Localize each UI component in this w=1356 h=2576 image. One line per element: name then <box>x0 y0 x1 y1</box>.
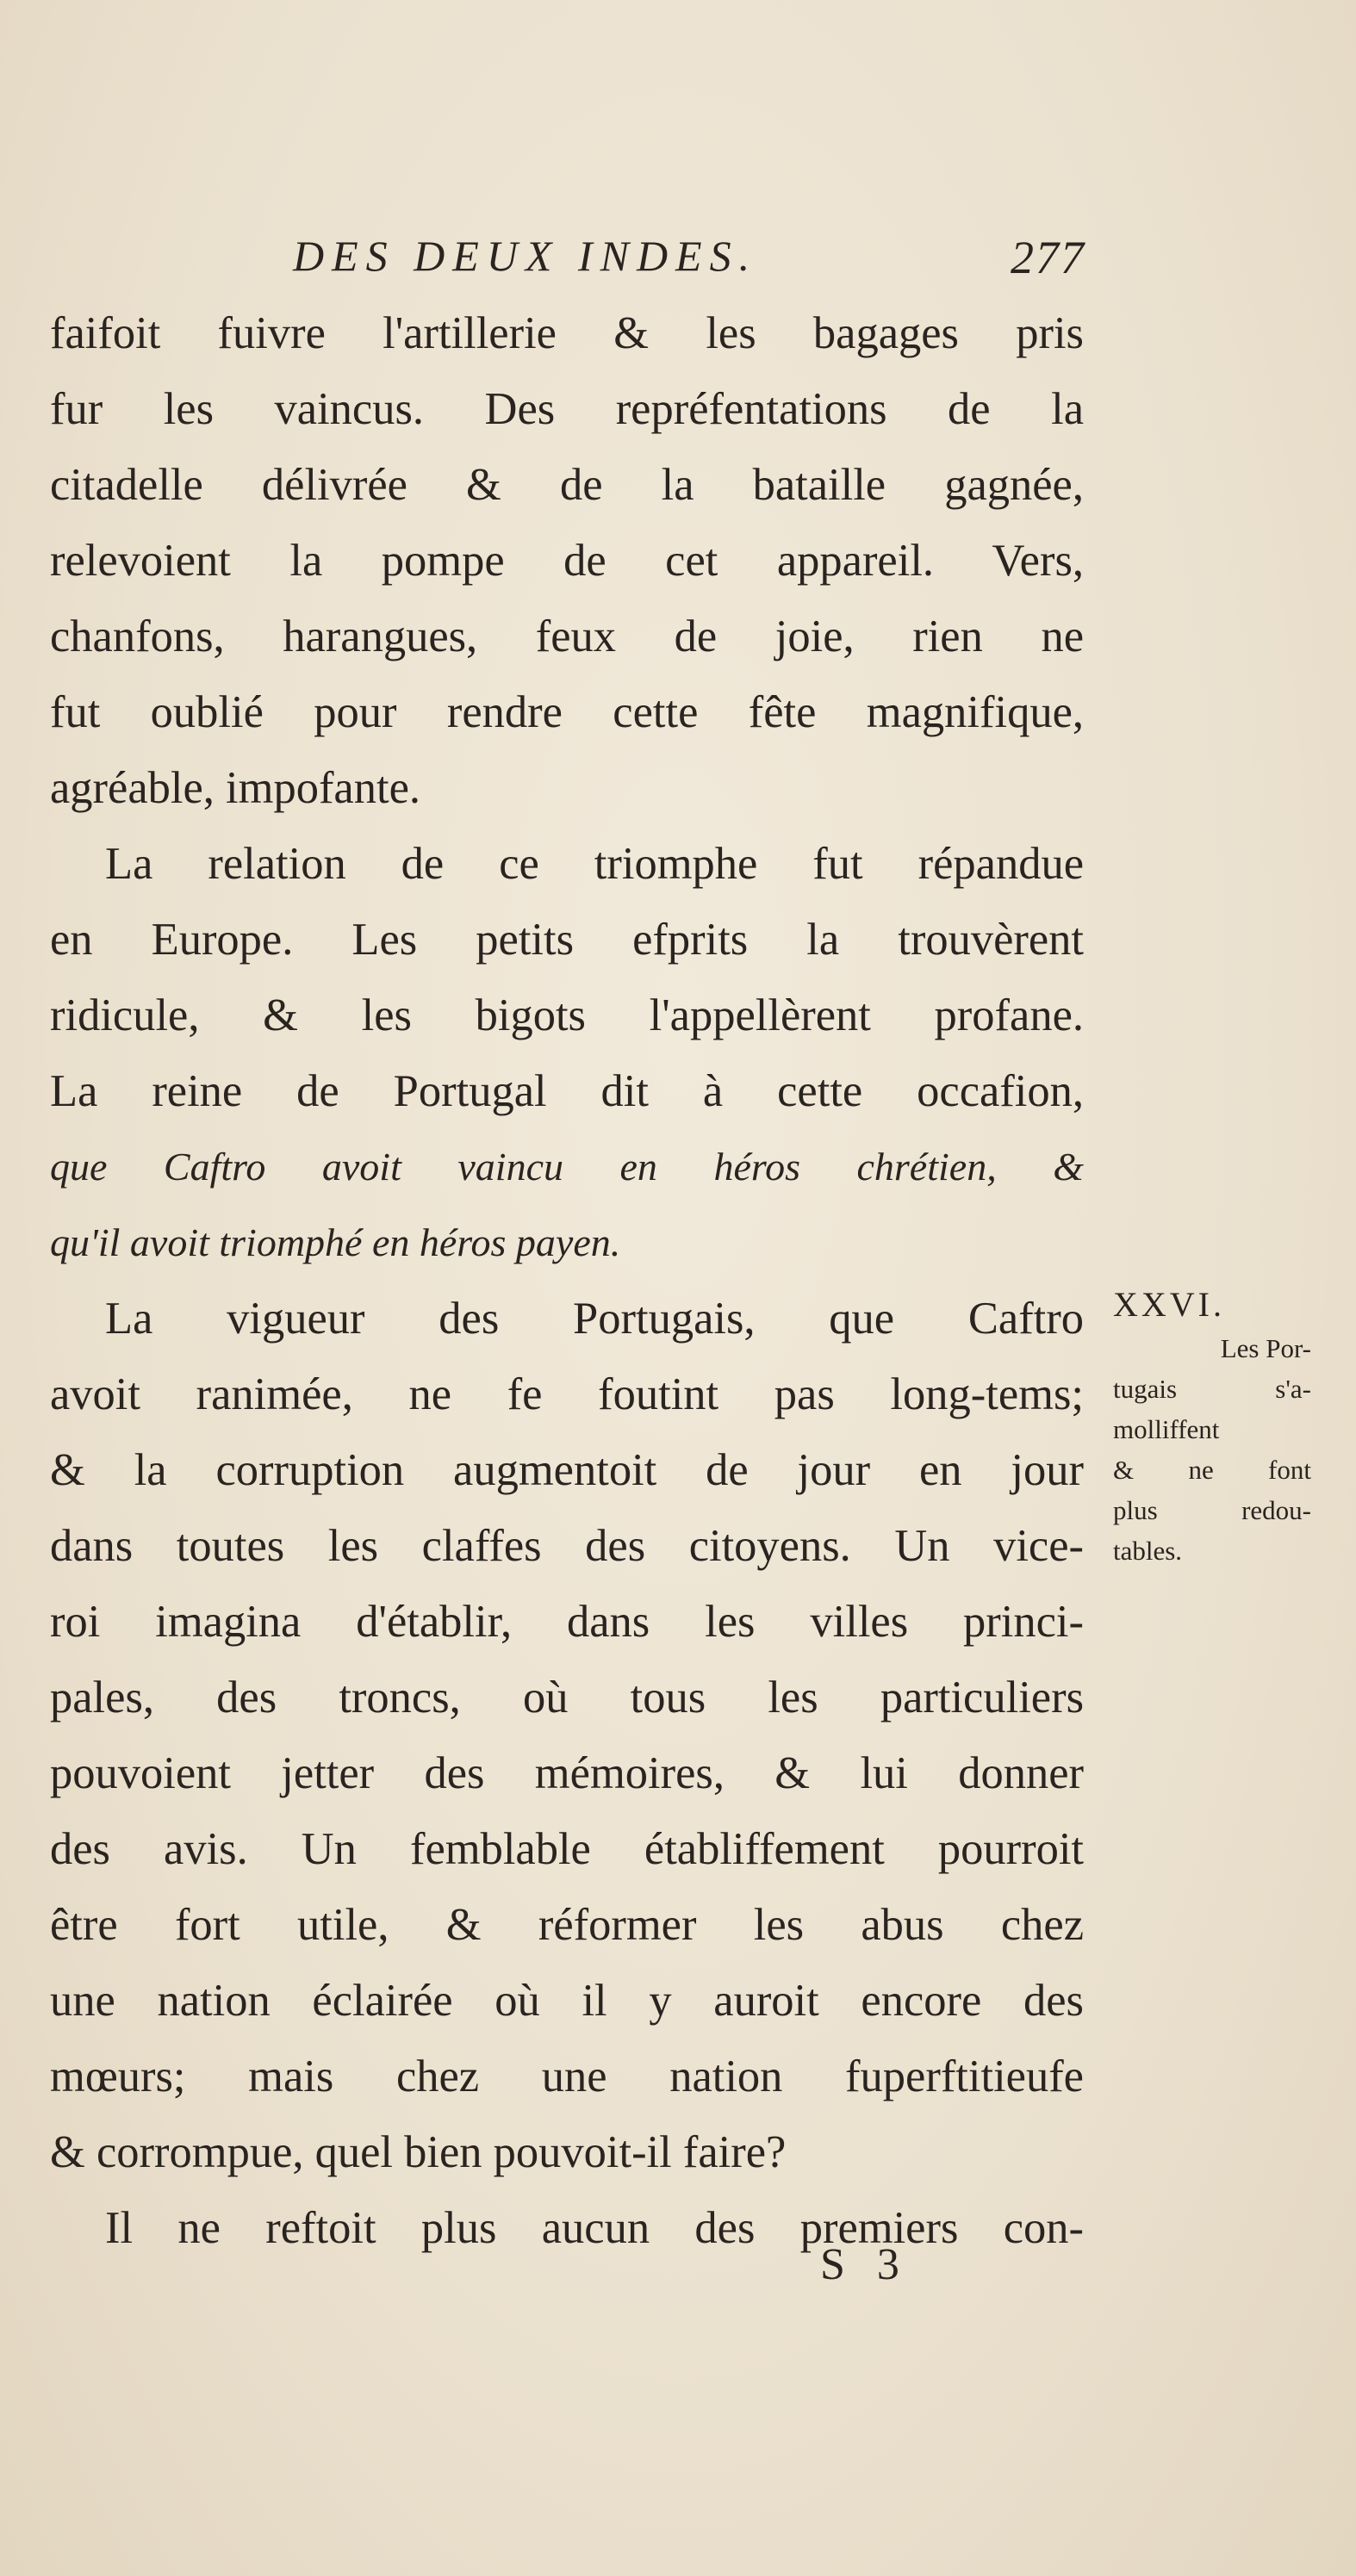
page-number: 277 <box>1011 232 1085 283</box>
running-head <box>293 231 1085 282</box>
margin-note-line: tables. <box>1113 1536 1183 1566</box>
text-line: relevoient la pompe de cet appareil. Vers, <box>50 536 1084 586</box>
text-line: agréable, impofante. <box>50 763 420 813</box>
text-line: pouvoient jetter des mémoires, & lui donner <box>50 1748 1084 1798</box>
signature-mark: S 3 <box>820 2240 910 2289</box>
text-line: fut oublié pour rendre cette fête magnifique, <box>50 687 1084 737</box>
text-line: chanfons, harangues, feux de joie, rien ne <box>50 611 1084 661</box>
text-line: une nation éclairée où il y auroit encore des <box>50 1976 1084 2026</box>
margin-note-line: & ne font <box>1113 1455 1311 1485</box>
margin-note-number: XXVI. <box>1113 1285 1225 1324</box>
running-title: DES DEUX INDES. <box>293 232 758 280</box>
main-text <box>50 295 1084 2266</box>
quote-line: qu'il avoit triomphé en héros payen. <box>50 1220 621 1264</box>
margin-note-line: tugais s'a- <box>1113 1374 1311 1404</box>
text-line: être fort utile, & réformer les abus chez <box>50 1900 1084 1950</box>
margin-note <box>1113 1282 1311 1571</box>
text-line: La relation de ce triomphe fut répandue <box>105 839 1084 889</box>
text-line: fur les vaincus. Des repréfentations de la <box>50 384 1084 434</box>
text-line: La vigueur des Portugais, que Caftro <box>105 1294 1084 1344</box>
margin-note-line: Les Por- <box>1220 1333 1311 1363</box>
margin-note-line: molliffent <box>1113 1414 1220 1444</box>
text-line: roi imagina d'établir, dans les villes princi- <box>50 1597 1084 1647</box>
text-line: mœurs; mais chez une nation fuperftitieufe <box>50 2051 1084 2101</box>
text-line: & la corruption augmentoit de jour en jour <box>50 1445 1084 1495</box>
text-line: citadelle délivrée & de la bataille gagnée, <box>50 460 1084 510</box>
text-line: dans toutes les claffes des citoyens. Un vice- <box>50 1521 1084 1571</box>
quote-line: que Caftro avoit vaincu en héros chrétien, & <box>50 1145 1084 1189</box>
text-line: ridicule, & les bigots l'appellèrent profane. <box>50 990 1084 1040</box>
text-line: avoit ranimée, ne fe foutint pas long-tems; <box>50 1369 1084 1419</box>
text-line: en Europe. Les petits efprits la trouvèrent <box>50 915 1084 965</box>
text-line: La reine de Portugal dit à cette occafion, <box>50 1066 1084 1116</box>
text-line: faifoit fuivre l'artillerie & les bagages pris <box>50 308 1084 358</box>
text-line: Il ne reftoit plus aucun des premiers con- <box>105 2203 1084 2253</box>
margin-note-line: plus redou- <box>1113 1495 1311 1525</box>
text-line: pales, des troncs, où tous les particuliers <box>50 1673 1084 1723</box>
text-line: & corrompue, quel bien pouvoit-il faire? <box>50 2127 787 2177</box>
text-line: des avis. Un femblable établiffement pourroit <box>50 1824 1084 1874</box>
